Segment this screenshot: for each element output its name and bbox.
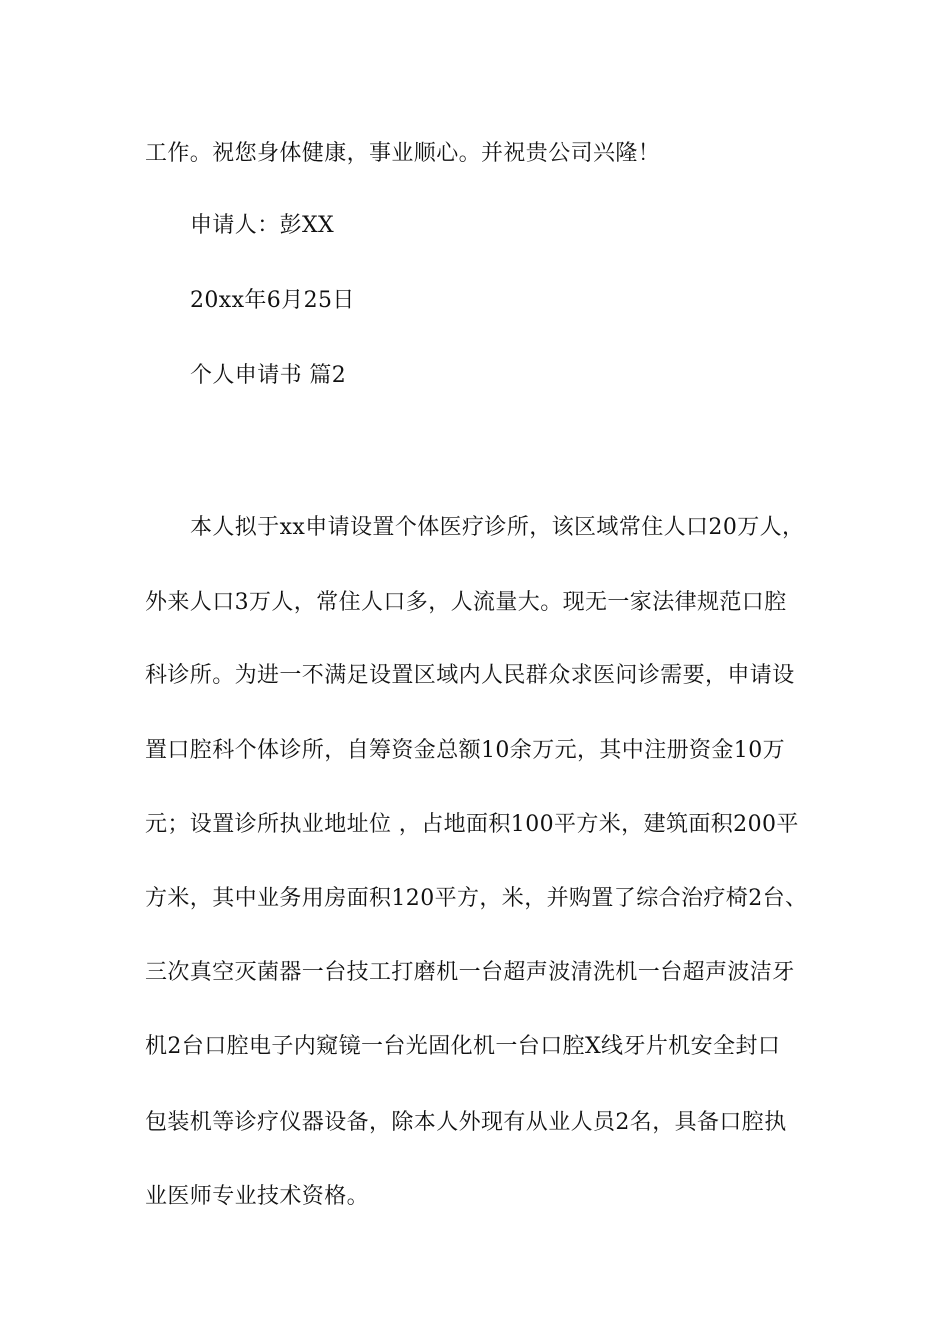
applicant-line: 申请人：彭XX [190, 213, 335, 238]
body-line: 包装机等诊疗仪器设备，除本人外现有从业人员2名，具备口腔执 [145, 1110, 787, 1135]
section-title: 个人申请书 篇2 [190, 363, 347, 388]
body-line: 机2台口腔电子内窥镜一台光固化机一台口腔X线牙片机安全封口 [145, 1034, 781, 1059]
body-line: 元；设置诊所执业地址位 ，占地面积100平方米，建筑面积200平 [145, 812, 799, 837]
date-line: 20xx年6月25日 [190, 288, 355, 313]
body-line: 业医师专业技术资格。 [145, 1184, 370, 1209]
body-line: 置口腔科个体诊所，自筹资金总额10余万元，其中注册资金10万 [145, 738, 785, 763]
closing-line: 工作。祝您身体健康，事业顺心。并祝贵公司兴隆！ [145, 141, 661, 166]
body-line: 本人拟于xx申请设置个体医疗诊所，该区域常住人口20万人， [190, 515, 805, 540]
body-line: 方米，其中业务用房面积120平方，米，并购置了综合治疗椅2台、 [145, 886, 808, 911]
body-line: 科诊所。为进一不满足设置区域内人民群众求医问诊需要，申请设 [145, 663, 795, 688]
body-line: 外来人口3万人，常住人口多，人流量大。现无一家法律规范口腔 [145, 590, 787, 615]
body-line: 三次真空灭菌器一台技工打磨机一台超声波清洗机一台超声波洁牙 [145, 960, 795, 985]
